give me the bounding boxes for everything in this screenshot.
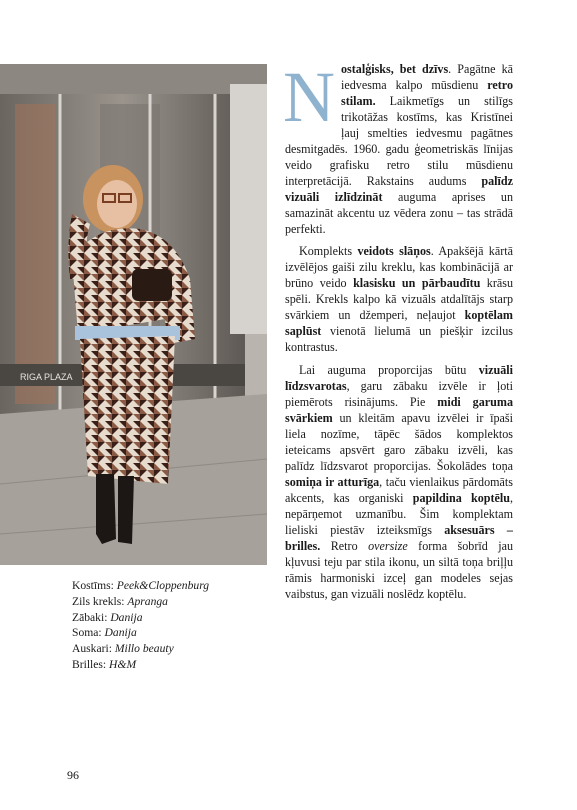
emphasis-text: papildina koptēlu (412, 490, 510, 505)
body-text: un kleitām apavu izvēlei ir īpaši liela nozīme, tāpēc šādos komplektos ieteicams apsvērt garo zābaku izvēli, kas palīdz līdzsvarot proporcijas. Šokolādes toņa (285, 411, 513, 473)
body-text: , nepārņemot uzmanību. Šim komplektam lieliski piestāv izteiksmīgs (285, 490, 513, 537)
body-text: Komplekts (299, 244, 358, 259)
italic-text: oversize (368, 538, 408, 553)
photo-illustration (0, 64, 267, 565)
credit-row: Kostīms: Peek&Cloppenburg (72, 579, 210, 592)
emphasis-text: palīdz vizuāli izlīdzināt (285, 173, 513, 204)
emphasis-text: koptēlam saplūst (285, 308, 513, 339)
credit-brand: Apranga (127, 594, 168, 608)
credit-brand: Danija (110, 610, 143, 624)
body-text: auguma aprises un samazināt akcentu uz vēdera zonu – tas strādā perfekti. (285, 189, 514, 236)
outfit-credits (72, 578, 262, 673)
body-text: vienotā lielumā un piešķir izcilus kontrastus. (285, 324, 513, 355)
emphasis-text: veidots slāņos (357, 244, 431, 259)
emphasis-text: somiņa ir atturīga (285, 474, 380, 489)
body-text: krāsu spēli. Krekls kalpo kā vizuāls atdalītājs starp svārkiem un džemperi, neļaujot (285, 276, 514, 323)
body-text: Lai auguma proporcijas būtu (299, 363, 479, 378)
credit-brand: Millo beauty (114, 642, 174, 656)
credit-brand: H&M (109, 657, 137, 671)
drop-cap: N (283, 57, 335, 137)
credit-row: Brilles: H&M (72, 657, 137, 671)
credit-row: Auskari: Millo beauty (72, 642, 174, 656)
body-text: Retro (320, 538, 369, 553)
emphasis-text: vizuāli līdzsvarotas (285, 363, 513, 394)
credit-row: Soma: Danija (72, 626, 137, 640)
emphasis-text: ostalģisks, bet dzīvs (341, 62, 449, 76)
body-text: . Pagātne kā iedvesma kalpo mūsdienu (341, 62, 513, 92)
article-body (283, 57, 514, 609)
emphasis-text: midi garuma svārkiem (285, 395, 513, 426)
body-text: Laikmetīgs un stilīgs trikotāžas kostīms, kas Kristīnei ļauj smelties iedvesmu pagātnes desmitgadēs. 1960. gadu ģeometriskās līnijas veido grafisku retro stilu mūsdienu interpretācijā. Rakstains audums (285, 93, 513, 188)
photo-sign: RIGA PLAZA (20, 372, 73, 382)
article-paragraph-1 (283, 57, 514, 237)
article-paragraph-2 (285, 244, 513, 356)
article-paragraph-3 (285, 363, 513, 602)
body-text: forma šobrīd jau kļuvusi teju par stila ikonu, un siltā toņa briļļu rāmis harmoniski izceļ gan modeles sejas vaibstus, gan vizuāli noslēdz koptēlu. (285, 538, 513, 601)
emphasis-text: aksesuārs – brilles. (285, 522, 513, 553)
body-text: , garu zābaku izvēle ir ļoti piemērots risinājums. Pie (285, 379, 513, 410)
body-text: , taču vienlaikus pārdomāts akcents, kas organiski (285, 474, 513, 505)
emphasis-text: klasisku un pārbaudītu (353, 276, 481, 291)
credit-brand: Peek&Cloppenburg (116, 579, 210, 592)
credit-brand: Danija (104, 626, 137, 640)
body-text: . Apakšējā kārtā izvēlējos gaiši zilu kreklu, kas kombinācijā ar brūno veido (285, 244, 513, 291)
credit-row: Zābaki: Danija (72, 610, 143, 624)
credit-row: Zils krekls: Apranga (72, 594, 168, 608)
outfit-photo (0, 64, 267, 565)
emphasis-text: retro stilam. (341, 77, 513, 108)
page-number: 96 (67, 768, 79, 782)
